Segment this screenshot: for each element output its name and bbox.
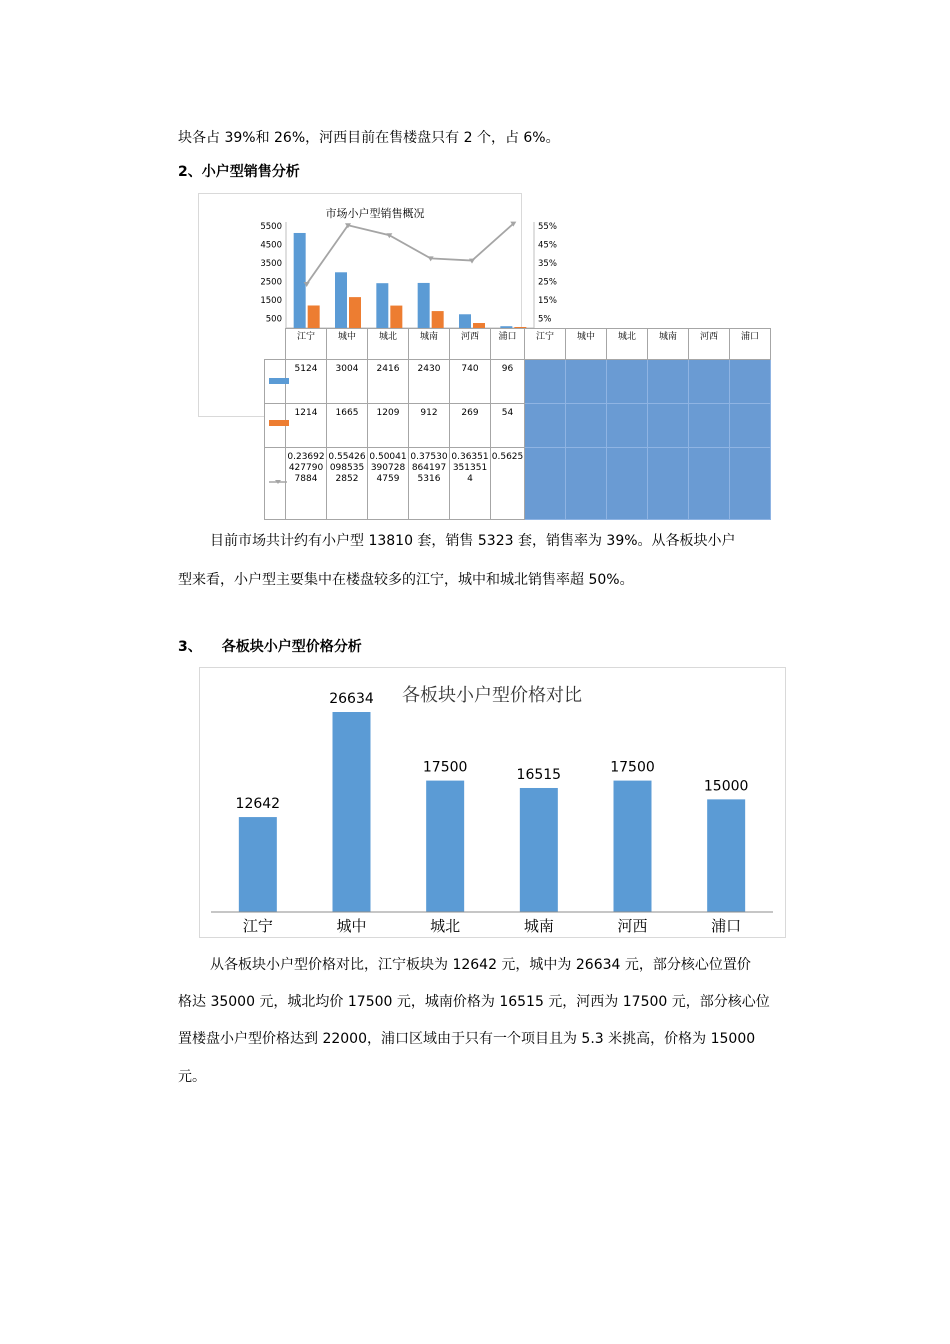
paragraph-text: 元。 [178, 1069, 206, 1085]
table-cell-total: 740 [450, 360, 491, 404]
legend-key-sold [265, 404, 286, 448]
table-header-cell: 城中 [327, 329, 368, 360]
category-label: 城北 [430, 917, 461, 935]
table-cell-rate: 0.5625 [491, 448, 525, 520]
table-cell-sold: 1665 [327, 404, 368, 448]
table-header-cell: 河西 [689, 329, 730, 360]
price-data-label: 17500 [422, 759, 468, 776]
table-cell-sold: 54 [491, 404, 525, 448]
price-data-label: 17500 [610, 759, 655, 776]
table-header-cell: 浦口 [491, 329, 525, 360]
chart-title: 市场小户型销售概况 [325, 207, 425, 220]
y-tick-label-left: 5500 [260, 222, 282, 232]
table-fill-cell [566, 448, 607, 520]
price-bar [333, 712, 371, 912]
y-tick-label-right: 35% [538, 259, 557, 270]
sales-overview-chart [198, 193, 557, 333]
table-header-cell: 江宁 [525, 329, 566, 360]
y-tick-label-right: 25% [538, 277, 557, 288]
bar-sold [432, 311, 444, 328]
table-cell-rate: 0.236924277907884 [286, 448, 327, 520]
table-fill-cell [730, 404, 771, 448]
table-fill-cell [689, 404, 730, 448]
price-bar [520, 788, 558, 912]
table-fill-cell [648, 360, 689, 404]
table-fill-cell [607, 448, 648, 520]
section-heading-3 [178, 637, 362, 657]
table-cell-total: 96 [491, 360, 525, 404]
paragraph-text: 置楼盘小户型价格达到 22000，浦口区域由于只有一个项目且为 5.3 米挑高，价格为 15000 [178, 1031, 756, 1047]
bar-sold [349, 297, 361, 328]
bar-sold [390, 306, 402, 328]
table-header-cell: 河西 [450, 329, 491, 360]
y-tick-label-right: 45% [538, 240, 557, 251]
sales-data-table [264, 328, 771, 520]
y-tick-label-left: 500 [265, 314, 282, 325]
table-header-cell: 城南 [409, 329, 450, 360]
price-data-label: 26634 [329, 691, 374, 707]
table-cell-total: 2416 [368, 360, 409, 404]
paragraph-text: 目前市场共计约有小户型 13810 套，销售 5323 套，销售率为 39%。从各板块小户 [210, 533, 736, 549]
table-cell-sold: 1209 [368, 404, 409, 448]
y-tick-label-left: 4500 [260, 240, 282, 251]
price-bar [239, 817, 277, 912]
bar-total [418, 283, 430, 328]
line-legend-icon [269, 474, 289, 534]
category-label: 河西 [617, 917, 648, 935]
chart-title: 各板块小户型价格对比 [402, 685, 582, 706]
y-tick-label-right: 55% [538, 222, 557, 232]
table-cell-total: 5124 [286, 360, 327, 404]
table-fill-cell [730, 360, 771, 404]
y-tick-label-right: 5% [538, 314, 552, 325]
table-fill-cell [648, 448, 689, 520]
paragraph-text: 从各板块小户型价格对比，江宁板块为 12642 元，城中为 26634 元，部分核心位置价 [210, 957, 751, 973]
category-label: 江宁 [242, 917, 273, 935]
table-fill-cell [566, 404, 607, 448]
price-bar [426, 781, 464, 912]
table-cell-rate: 0.375308641975316 [409, 448, 450, 520]
y-tick-label-left: 2500 [260, 277, 282, 288]
table-header-cell: 城中 [566, 329, 607, 360]
y-tick-label-right: 15% [538, 296, 557, 307]
table-fill-cell [607, 360, 648, 404]
paragraph-text: 块各占 39%和 26%，河西目前在售楼盘只有 2 个，占 6%。 [178, 130, 560, 146]
legend-key-total [265, 360, 286, 404]
table-fill-cell [648, 404, 689, 448]
table-header-cell: 江宁 [286, 329, 327, 360]
table-cell-sold: 1214 [286, 404, 327, 448]
table-fill-cell [730, 448, 771, 520]
table-cell-rate: 0.500413907284759 [368, 448, 409, 520]
bar-total [459, 314, 471, 328]
y-tick-label-left: 1500 [260, 296, 282, 307]
paragraph-text: 格达 35000 元，城北均价 17500 元，城南价格为 16515 元，河西为 17500 元，部分核心位 [178, 994, 770, 1010]
heading-text: 各板块小户型价格分析 [221, 639, 362, 655]
paragraph-text: 型来看，小户型主要集中在楼盘较多的江宁，城中和城北销售率超 50%。 [178, 572, 634, 588]
y-tick-label-left: 3500 [260, 259, 282, 270]
table-fill-cell [525, 404, 566, 448]
price-comparison-chart [199, 667, 786, 938]
heading-number: 3、 [178, 639, 202, 655]
table-fill-cell [689, 360, 730, 404]
price-data-label: 16515 [516, 766, 562, 783]
price-data-label: 12642 [235, 796, 281, 813]
table-cell-total: 3004 [327, 360, 368, 404]
table-fill-cell [607, 404, 648, 448]
legend-key-rate [265, 448, 286, 520]
category-label: 浦口 [711, 917, 742, 935]
table-header-cell: 浦口 [730, 329, 771, 360]
section-heading-2: 2、小户型销售分析 [178, 164, 300, 180]
table-header-cell: 城北 [368, 329, 409, 360]
table-fill-cell [525, 360, 566, 404]
table-header-cell: 城南 [648, 329, 689, 360]
category-label: 城中 [336, 917, 367, 935]
bar-sold [308, 305, 320, 328]
table-header-cell: 城北 [607, 329, 648, 360]
bar-total [335, 272, 347, 328]
table-cell-rate: 0.363513513514 [450, 448, 491, 520]
table-cell-sold: 269 [450, 404, 491, 448]
table-cell-rate: 0.554260985352852 [327, 448, 368, 520]
bar-total [294, 233, 306, 328]
table-fill-cell [566, 360, 607, 404]
table-cell-total: 2430 [409, 360, 450, 404]
bar-total [376, 283, 388, 328]
table-fill-cell [525, 448, 566, 520]
price-bar [614, 781, 652, 912]
table-cell-sold: 912 [409, 404, 450, 448]
table-corner [265, 329, 286, 360]
table-fill-cell [689, 448, 730, 520]
category-label: 城南 [523, 917, 554, 935]
price-data-label: 15000 [703, 778, 749, 795]
price-bar [707, 799, 745, 912]
